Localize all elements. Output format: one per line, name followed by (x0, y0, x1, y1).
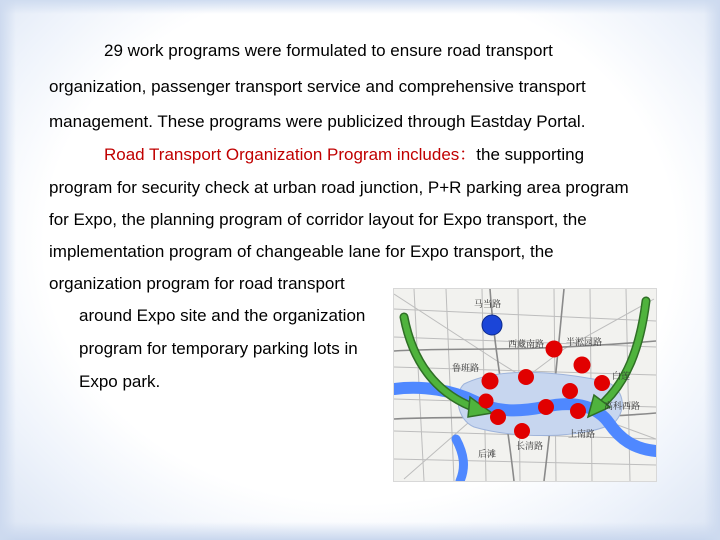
red-marker (518, 369, 534, 385)
paragraph2-line3: for Expo, the planning program of corridor layout for Expo transport, the (49, 210, 587, 229)
slide-edge-bottom (0, 522, 720, 540)
paragraph1-line2: organization, passenger transport service and comprehensive transport (49, 77, 586, 96)
slide-edge-top (0, 0, 720, 14)
paragraph2-line8: Expo park. (79, 372, 161, 391)
paragraph2-line7: program for temporary parking lots in (79, 339, 358, 358)
red-marker (594, 375, 610, 391)
red-marker (482, 373, 499, 390)
red-marker (479, 394, 494, 409)
red-marker (562, 383, 578, 399)
map-label-madang-road: 马当路 (474, 300, 502, 310)
paragraph1-line3: management. These programs were publicized through Eastday Portal. (49, 112, 586, 131)
slide-edge-left (0, 0, 16, 540)
paragraph2-line6: around Expo site and the organization (79, 306, 366, 325)
red-marker (538, 399, 554, 415)
expo-area-map (393, 288, 657, 482)
red-marker (546, 341, 563, 358)
red-marker (490, 409, 506, 425)
paragraph1-line1: 29 work programs were formulated to ensure road transport (104, 41, 553, 60)
paragraph2-line1-rest: the supporting (476, 145, 585, 164)
red-marker (570, 403, 586, 419)
map-label-houtan: 后滩 (478, 450, 497, 460)
paragraph2-line1 (104, 145, 584, 165)
map-label-changqing-road: 长清路 (516, 442, 544, 452)
map-label-xizang-south-road: 西藏南路 (508, 340, 545, 350)
map-drawing (394, 289, 656, 481)
map-label-luban-road: 鲁班路 (452, 364, 480, 374)
red-marker (514, 423, 530, 439)
map-label-baiyun: 白莲 (612, 372, 631, 382)
paragraph2-line5: organization program for road transport (49, 274, 345, 293)
red-marker (574, 357, 591, 374)
slide-edge-right (704, 0, 720, 540)
paragraph2-line4: implementation program of changeable lane for Expo transport, the (49, 242, 554, 261)
blue-marker (482, 315, 502, 335)
paragraph2-line2: program for security check at urban road junction, P+R parking area program (49, 178, 629, 197)
program-title-highlight: Road Transport Organization Program includes： (104, 145, 477, 164)
map-label-gaoke-west-road: 高科西路 (604, 402, 641, 412)
map-label-shangnan-road: 上南路 (568, 430, 596, 440)
map-label-bansong-garden-road: 半淞园路 (566, 338, 603, 348)
